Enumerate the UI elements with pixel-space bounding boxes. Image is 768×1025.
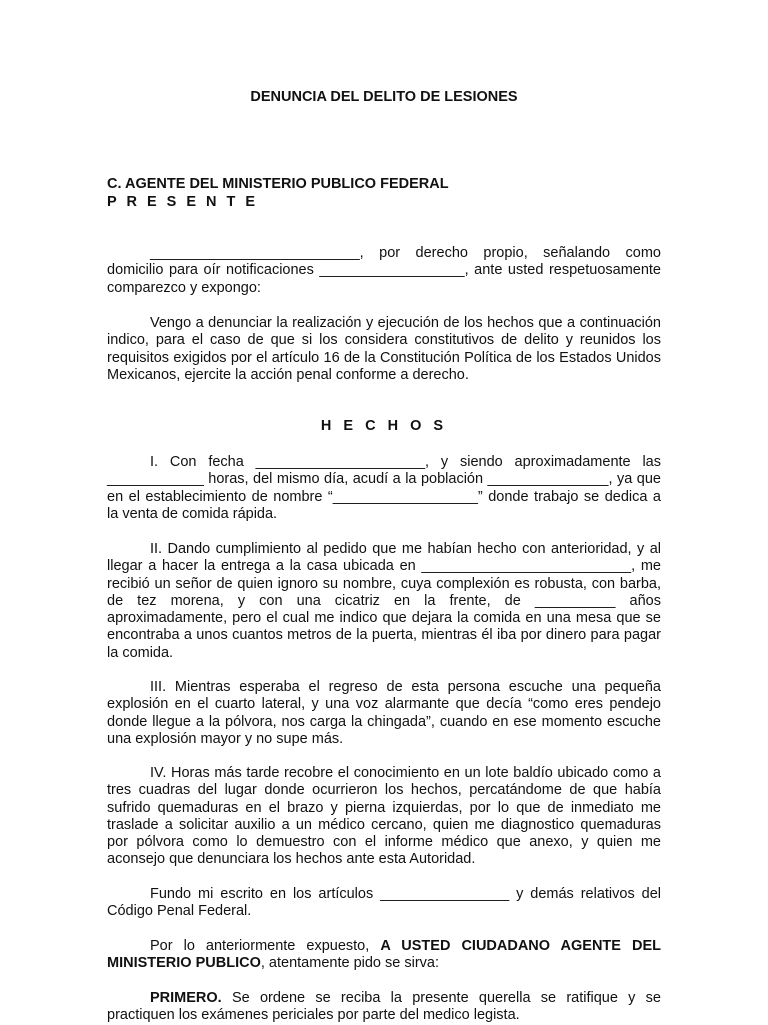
presente-line: P R E S E N T E (107, 193, 259, 210)
hecho-paragraph: I. Con fecha _____________________, y siendo aproximadamente las ____________ horas, del mismo día, acudí a la población _______________, ya que en el establecimiento de nombre “__________________” donde trabajo se dedica a la venta de comida rápida. (107, 454, 661, 522)
hecho-paragraph: II. Dando cumplimiento al pedido que me habían hecho con anterioridad, y al llegar a hacer la entrega a la casa ubicada en __________________________, me recibió un señor de quien ignoro su nombre, cuya complexión es robusta, con barba, de tez morena, y con una cicatriz en la frente, de __________ años aproximadamente, pero el cual me indico que dejara la comida en una mesa que se encontraba a unos cuantos metros de la puerta, mientras él iba por dinero para pagar la comida. (107, 541, 661, 661)
primero-paragraph (107, 990, 661, 1025)
hechos-heading: H E C H O S (320, 418, 448, 434)
peticion-paragraph (107, 938, 661, 973)
primero-label: PRIMERO. (150, 990, 222, 1006)
document-title: DENUNCIA DEL DELITO DE LESIONES (250, 89, 518, 105)
peticion-text: Por lo anteriormente expuesto, (150, 938, 381, 954)
peticion-text-end: , atentamente pido se sirva: (260, 955, 440, 972)
primero-text: Se ordene se reciba la presente querella se ratifique y se practiquen los exámenes periciales por parte del medico legista. (107, 990, 661, 1024)
denuncia-paragraph: Vengo a denunciar la realización y ejecución de los hechos que a continuación indico, para el caso de que si los considera constitutivos de delito y reunidos los requisitos exigidos por el artículo 16 de la Constitución Política de los Estados Unidos Mexicanos, ejercite la acción penal conforme a derecho. (107, 315, 661, 383)
addressee-block (107, 176, 449, 211)
hecho-paragraph: IV. Horas más tarde recobre el conocimiento en un lote baldío ubicado como a tres cuadras del lugar donde ocurrieron los hechos, percatándome de que había sufrido quemaduras en el brazo y pierna izquierdas, por lo que de inmediato me traslade a solicitar auxilio a un médico cercano, quien me diagnostico quemaduras por pólvora como lo demuestro con el informe médico que anexo, y quien me aconsejo que denunciara los hechos ante esta Autoridad. (107, 765, 661, 868)
peticion-bold: A USTED CIUDADANO AGENTE DEL MINISTERIO PUBLICO (107, 938, 661, 972)
fundamento-paragraph: Fundo mi escrito en los artículos ________________ y demás relativos del Código Penal Federal. (107, 886, 661, 920)
hecho-paragraph: III. Mientras esperaba el regreso de esta persona escuche una pequeña explosión en el cuarto lateral, y una voz alarmante que decía “como eres pendejo donde llegue a la pólvora, nos carga la chingada”, cuando en ese momento escuche una explosión mayor y no supe más. (107, 679, 661, 747)
addressee-line: C. AGENTE DEL MINISTERIO PUBLICO FEDERAL (107, 176, 449, 192)
intro-paragraph: __________________________, por derecho propio, señalando como domicilio para oír notificaciones __________________, ante usted respetuosamente comparezco y expongo: (107, 245, 661, 296)
